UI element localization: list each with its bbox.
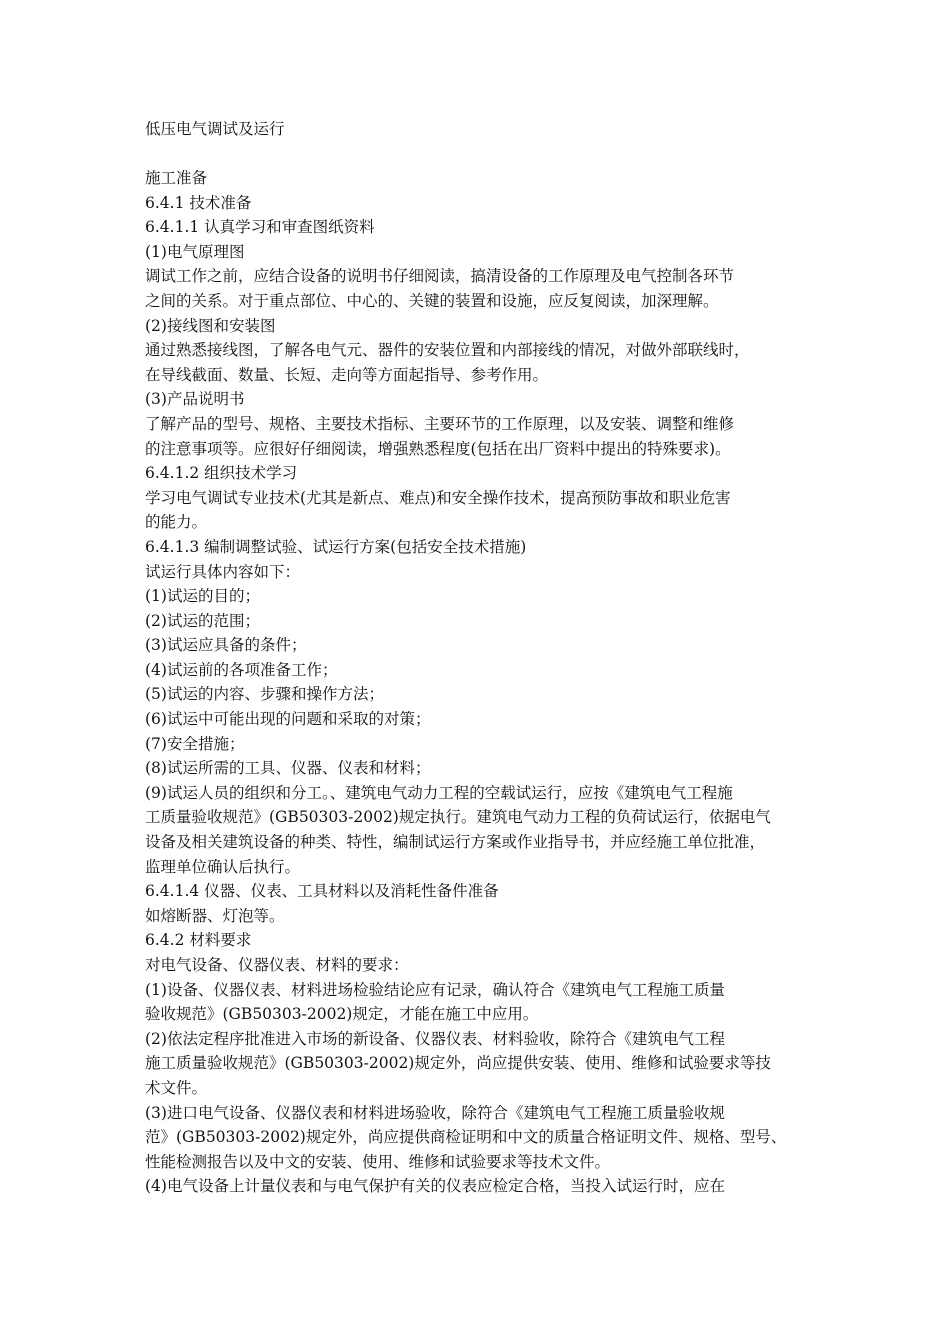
text-line: (2)依法定程序批准进入市场的新设备、仪器仪表、材料验收，除符合《建筑电气工程	[145, 1029, 725, 1048]
text-line: 监理单位确认后执行。	[145, 857, 301, 876]
text-line: 6.4.1 技术准备	[145, 193, 252, 212]
text-line: 6.4.2 材料要求	[145, 931, 252, 950]
document-body	[145, 166, 825, 1199]
text-line: 了解产品的型号、规格、主要技术指标、主要环节的工作原理，以及安装、调整和维修	[145, 414, 735, 433]
text-line: 6.4.1.4 仪器、仪表、工具材料以及消耗性备件准备	[145, 882, 499, 901]
text-line: 设备及相关建筑设备的种类、特性，编制试运行方案或作业指导书，并应经施工单位批准，	[145, 833, 766, 852]
text-line: (3)进口电气设备、仪器仪表和材料进场验收，除符合《建筑电气工程施工质量验收规	[145, 1103, 725, 1122]
text-line: 试运行具体内容如下：	[145, 562, 301, 581]
text-line: (5)试运的内容、步骤和操作方法；	[145, 685, 384, 704]
text-line: (1)试运的目的；	[145, 587, 260, 606]
text-line: 6.4.1.2 组织技术学习	[145, 464, 298, 483]
text-line: 调试工作之前，应结合设备的说明书仔细阅读，搞清设备的工作原理及电气控制各环节	[145, 267, 735, 286]
text-line: 在导线截面、数量、长短、走向等方面起指导、参考作用。	[145, 365, 549, 384]
text-line: 的注意事项等。应很好仔细阅读，增强熟悉程度(包括在出厂资料中提出的特殊要求)。	[145, 439, 731, 458]
text-line: (2)试运的范围；	[145, 611, 260, 630]
text-line: 验收规范》(GB50303-2002)规定，才能在施工中应用。	[145, 1005, 539, 1024]
text-line: 施工质量验收规范》(GB50303-2002)规定外，尚应提供安装、使用、维修和试验要求等技	[145, 1054, 771, 1073]
text-line: 性能检测报告以及中文的安装、使用、维修和试验要求等技术文件。	[145, 1152, 611, 1171]
text-line: (3)产品说明书	[145, 390, 245, 409]
text-line: (9)试运人员的组织和分工。、建筑电气动力工程的空载试运行，应按《建筑电气工程施	[145, 783, 733, 802]
text-line: (4)电气设备上计量仪表和与电气保护有关的仪表应检定合格，当投入试运行时，应在	[145, 1177, 725, 1196]
text-line: 的能力。	[145, 513, 208, 532]
text-line: 工质量验收规范》(GB50303-2002)规定执行。建筑电气动力工程的负荷试运行，依据电气	[145, 808, 771, 827]
text-line: 6.4.1.1 认真学习和审查图纸资料	[145, 218, 375, 237]
text-line: 施工准备	[145, 169, 208, 187]
text-line: 对电气设备、仪器仪表、材料的要求：	[145, 956, 409, 974]
text-line: (6)试运中可能出现的问题和采取的对策；	[145, 710, 431, 729]
text-line: (2)接线图和安装图	[145, 316, 276, 335]
text-line: (1)设备、仪器仪表、材料进场检验结论应有记录，确认符合《建筑电气工程施工质量	[145, 980, 725, 999]
text-line: 范》(GB50303-2002)规定外，尚应提供商检证明和中文的质量合格证明文件、规格、型号、	[145, 1128, 787, 1147]
text-line: (3)试运应具备的条件；	[145, 636, 307, 655]
text-line: (7)安全措施；	[145, 734, 245, 753]
text-line: 6.4.1.3 编制调整试验、试运行方案(包括安全技术措施)	[145, 537, 527, 556]
text-line: (8)试运所需的工具、仪器、仪表和材料；	[145, 759, 431, 778]
text-line: 如熔断器、灯泡等。	[145, 906, 285, 925]
text-line: 术文件。	[145, 1078, 208, 1097]
text-line: (1)电气原理图	[145, 242, 245, 261]
text-line: 学习电气调试专业技术(尤其是新点、难点)和安全操作技术，提高预防事故和职业危害	[145, 488, 731, 507]
text-line: 通过熟悉接线图，了解各电气元、器件的安装位置和内部接线的情况，对做外部联线时，	[145, 341, 750, 360]
text-line: 之间的关系。对于重点部位、中心的、关键的装置和设施，应反复阅读，加深理解。	[145, 291, 719, 310]
document-title: 低压电气调试及运行	[145, 120, 285, 138]
text-line: (4)试运前的各项准备工作；	[145, 660, 338, 679]
